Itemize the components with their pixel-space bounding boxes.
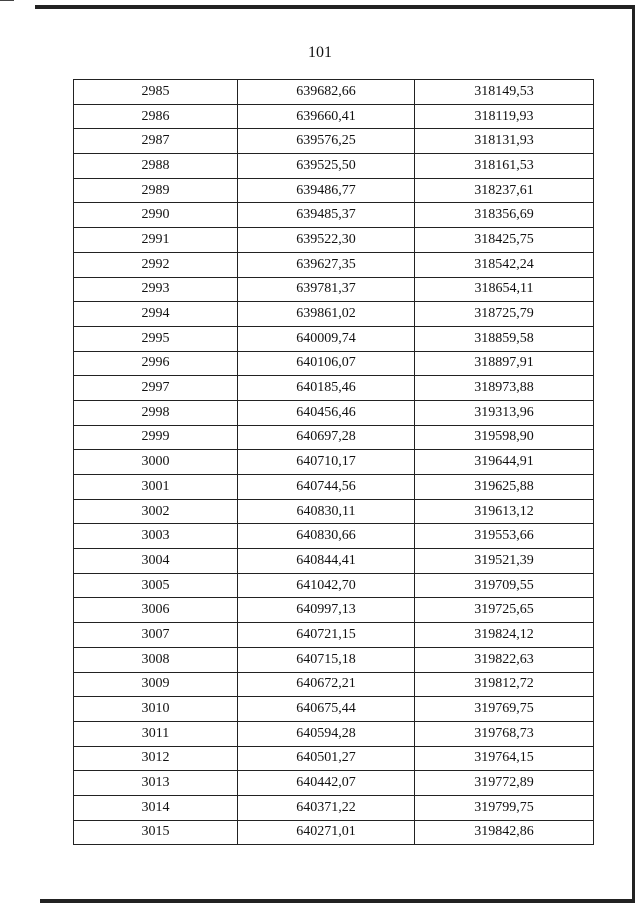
y-coordinate-cell: 318131,93 bbox=[415, 129, 594, 154]
table-row bbox=[74, 252, 594, 277]
y-coordinate-cell: 319521,39 bbox=[415, 549, 594, 574]
x-coordinate-cell: 639576,25 bbox=[238, 129, 415, 154]
coordinates-table bbox=[73, 79, 594, 845]
y-coordinate-cell: 318973,88 bbox=[415, 376, 594, 401]
y-coordinate-cell: 319764,15 bbox=[415, 746, 594, 771]
y-coordinate-cell: 319644,91 bbox=[415, 450, 594, 475]
point-number-cell: 2991 bbox=[74, 228, 238, 253]
table-row bbox=[74, 524, 594, 549]
point-number-cell: 3002 bbox=[74, 499, 238, 524]
x-coordinate-cell: 639781,37 bbox=[238, 277, 415, 302]
table-row bbox=[74, 672, 594, 697]
table-row bbox=[74, 623, 594, 648]
point-number-cell: 3014 bbox=[74, 795, 238, 820]
point-number-cell: 2986 bbox=[74, 104, 238, 129]
y-coordinate-cell: 318542,24 bbox=[415, 252, 594, 277]
y-coordinate-cell: 318356,69 bbox=[415, 203, 594, 228]
table-row bbox=[74, 154, 594, 179]
scan-edge-mark bbox=[0, 0, 14, 2]
x-coordinate-cell: 639682,66 bbox=[238, 80, 415, 105]
x-coordinate-cell: 640106,07 bbox=[238, 351, 415, 376]
point-number-cell: 3015 bbox=[74, 820, 238, 845]
point-number-cell: 3004 bbox=[74, 549, 238, 574]
point-number-cell: 3007 bbox=[74, 623, 238, 648]
table-row bbox=[74, 795, 594, 820]
y-coordinate-cell: 319769,75 bbox=[415, 697, 594, 722]
table-row bbox=[74, 450, 594, 475]
y-coordinate-cell: 318425,75 bbox=[415, 228, 594, 253]
point-number-cell: 2995 bbox=[74, 326, 238, 351]
x-coordinate-cell: 640442,07 bbox=[238, 771, 415, 796]
x-coordinate-cell: 640371,22 bbox=[238, 795, 415, 820]
table-row bbox=[74, 351, 594, 376]
y-coordinate-cell: 318725,79 bbox=[415, 302, 594, 327]
table-row bbox=[74, 178, 594, 203]
table-row bbox=[74, 277, 594, 302]
table-row bbox=[74, 425, 594, 450]
x-coordinate-cell: 640830,11 bbox=[238, 499, 415, 524]
y-coordinate-cell: 319822,63 bbox=[415, 647, 594, 672]
x-coordinate-cell: 639861,02 bbox=[238, 302, 415, 327]
y-coordinate-cell: 319625,88 bbox=[415, 475, 594, 500]
table-row bbox=[74, 326, 594, 351]
x-coordinate-cell: 640675,44 bbox=[238, 697, 415, 722]
point-number-cell: 3000 bbox=[74, 450, 238, 475]
x-coordinate-cell: 639627,35 bbox=[238, 252, 415, 277]
table-row bbox=[74, 475, 594, 500]
point-number-cell: 3006 bbox=[74, 598, 238, 623]
point-number-cell: 3011 bbox=[74, 721, 238, 746]
table-row bbox=[74, 129, 594, 154]
y-coordinate-cell: 319313,96 bbox=[415, 400, 594, 425]
point-number-cell: 2987 bbox=[74, 129, 238, 154]
coordinates-table-body bbox=[74, 80, 594, 845]
point-number-cell: 2990 bbox=[74, 203, 238, 228]
x-coordinate-cell: 639660,41 bbox=[238, 104, 415, 129]
point-number-cell: 3010 bbox=[74, 697, 238, 722]
y-coordinate-cell: 319842,86 bbox=[415, 820, 594, 845]
point-number-cell: 2996 bbox=[74, 351, 238, 376]
y-coordinate-cell: 318161,53 bbox=[415, 154, 594, 179]
point-number-cell: 3005 bbox=[74, 573, 238, 598]
x-coordinate-cell: 639485,37 bbox=[238, 203, 415, 228]
x-coordinate-cell: 640185,46 bbox=[238, 376, 415, 401]
point-number-cell: 2988 bbox=[74, 154, 238, 179]
x-coordinate-cell: 640715,18 bbox=[238, 647, 415, 672]
point-number-cell: 2985 bbox=[74, 80, 238, 105]
y-coordinate-cell: 318119,93 bbox=[415, 104, 594, 129]
x-coordinate-cell: 639522,30 bbox=[238, 228, 415, 253]
table-row bbox=[74, 203, 594, 228]
table-row bbox=[74, 598, 594, 623]
point-number-cell: 3001 bbox=[74, 475, 238, 500]
table-row bbox=[74, 499, 594, 524]
y-coordinate-cell: 318237,61 bbox=[415, 178, 594, 203]
x-coordinate-cell: 640594,28 bbox=[238, 721, 415, 746]
y-coordinate-cell: 319553,66 bbox=[415, 524, 594, 549]
x-coordinate-cell: 640009,74 bbox=[238, 326, 415, 351]
table-row bbox=[74, 820, 594, 845]
y-coordinate-cell: 318859,58 bbox=[415, 326, 594, 351]
point-number-cell: 3013 bbox=[74, 771, 238, 796]
table-row bbox=[74, 80, 594, 105]
point-number-cell: 2997 bbox=[74, 376, 238, 401]
table-row bbox=[74, 697, 594, 722]
x-coordinate-cell: 639525,50 bbox=[238, 154, 415, 179]
x-coordinate-cell: 640672,21 bbox=[238, 672, 415, 697]
table-row bbox=[74, 302, 594, 327]
y-coordinate-cell: 319613,12 bbox=[415, 499, 594, 524]
x-coordinate-cell: 640997,13 bbox=[238, 598, 415, 623]
point-number-cell: 2998 bbox=[74, 400, 238, 425]
y-coordinate-cell: 319772,89 bbox=[415, 771, 594, 796]
point-number-cell: 3012 bbox=[74, 746, 238, 771]
y-coordinate-cell: 319709,55 bbox=[415, 573, 594, 598]
table-row bbox=[74, 104, 594, 129]
table-row bbox=[74, 573, 594, 598]
x-coordinate-cell: 640456,46 bbox=[238, 400, 415, 425]
x-coordinate-cell: 639486,77 bbox=[238, 178, 415, 203]
y-coordinate-cell: 318654,11 bbox=[415, 277, 594, 302]
table-row bbox=[74, 647, 594, 672]
scan-border-right bbox=[632, 9, 635, 901]
scan-border-top bbox=[35, 5, 635, 9]
x-coordinate-cell: 640501,27 bbox=[238, 746, 415, 771]
y-coordinate-cell: 319824,12 bbox=[415, 623, 594, 648]
y-coordinate-cell: 319768,73 bbox=[415, 721, 594, 746]
x-coordinate-cell: 640721,15 bbox=[238, 623, 415, 648]
x-coordinate-cell: 640744,56 bbox=[238, 475, 415, 500]
y-coordinate-cell: 319598,90 bbox=[415, 425, 594, 450]
y-coordinate-cell: 318897,91 bbox=[415, 351, 594, 376]
point-number-cell: 2989 bbox=[74, 178, 238, 203]
point-number-cell: 3008 bbox=[74, 647, 238, 672]
point-number-cell: 2993 bbox=[74, 277, 238, 302]
page-number: 101 bbox=[308, 44, 332, 61]
y-coordinate-cell: 319799,75 bbox=[415, 795, 594, 820]
x-coordinate-cell: 640697,28 bbox=[238, 425, 415, 450]
table-row bbox=[74, 376, 594, 401]
point-number-cell: 2999 bbox=[74, 425, 238, 450]
point-number-cell: 2992 bbox=[74, 252, 238, 277]
table-row bbox=[74, 771, 594, 796]
x-coordinate-cell: 640271,01 bbox=[238, 820, 415, 845]
table-row bbox=[74, 400, 594, 425]
point-number-cell: 3003 bbox=[74, 524, 238, 549]
table-row bbox=[74, 721, 594, 746]
y-coordinate-cell: 319812,72 bbox=[415, 672, 594, 697]
table-row bbox=[74, 549, 594, 574]
x-coordinate-cell: 641042,70 bbox=[238, 573, 415, 598]
y-coordinate-cell: 319725,65 bbox=[415, 598, 594, 623]
scan-border-bottom bbox=[40, 899, 635, 903]
y-coordinate-cell: 318149,53 bbox=[415, 80, 594, 105]
x-coordinate-cell: 640710,17 bbox=[238, 450, 415, 475]
point-number-cell: 2994 bbox=[74, 302, 238, 327]
x-coordinate-cell: 640844,41 bbox=[238, 549, 415, 574]
table-row bbox=[74, 746, 594, 771]
point-number-cell: 3009 bbox=[74, 672, 238, 697]
table-row bbox=[74, 228, 594, 253]
x-coordinate-cell: 640830,66 bbox=[238, 524, 415, 549]
